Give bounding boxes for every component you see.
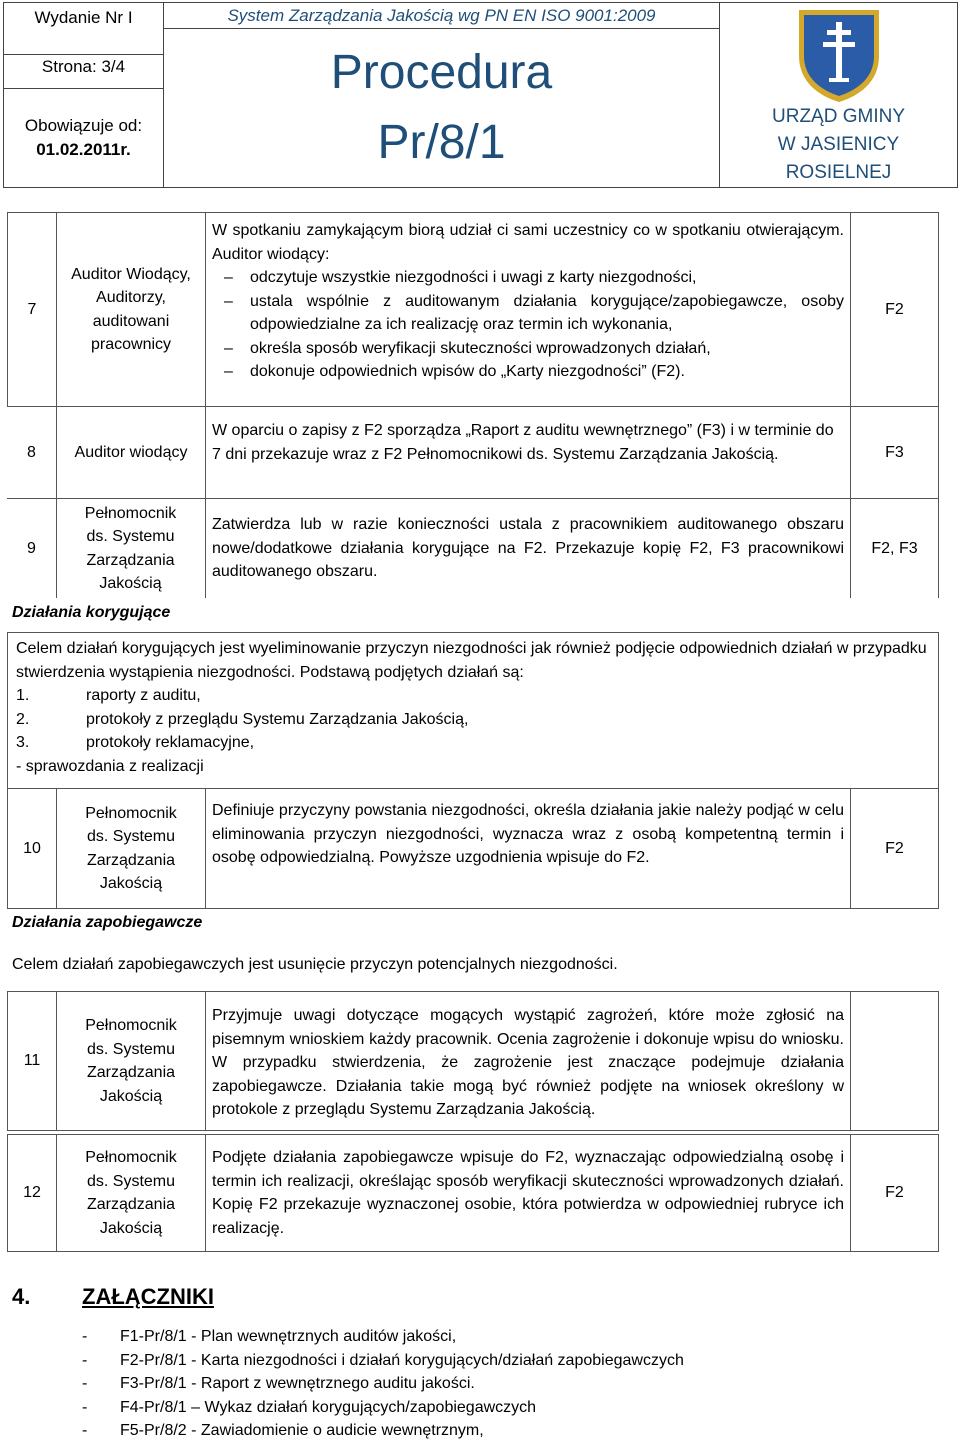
corrective-heading: Działania korygujące [12,604,171,621]
office-line-2: W JASIENICY [777,134,900,155]
row-8-desc: W oparciu o zapisy z F2 sporządza „Raport z auditu wewnętrznego” (F3) i w terminie do 7 dni przekazuje wraz z F2 Pełnomocnikowi ds. Systemu Zarządzania Jakością. [205,406,851,499]
valid-from-date: 01.02.2011r. [36,140,131,159]
row-12-num: 12 [7,1134,57,1252]
attachments-title: ZAŁĄCZNIKI [82,1284,214,1309]
row-11-num: 11 [7,991,57,1131]
corrective-intro: Celem działań korygujących jest wyeliminowanie przyczyn niezgodności jak również podjęcie odpowiednich działań w przypadku stwierdzenia wystąpienia niezgodności. Podstawą podjętych działań są: [16,640,927,681]
attachment-item: - F4-Pr/8/1 – Wykaz działań korygujących/zapobiegawczych [82,1398,537,1416]
row-8-num: 8 [7,406,57,499]
row-7-bullet: – odczytuje wszystkie niezgodności i uwagi z karty niezgodności, [224,266,844,290]
row-11-ref [850,991,939,1131]
procedure-code: Pr/8/1 [377,116,506,169]
row-8-ref: F3 [850,406,939,499]
header-left-divider [3,88,164,89]
row-12-desc: Podjęte działania zapobiegawcze wpisuje do F2, wyznaczając odpowiedzialną osobę i termin ich realizacji, określając sposób weryfikacji skuteczności wprowadzonych działań. Kopię F2 przekazuje wyznaczonej osobie, która potwierdza w odpowiedniej rubryce ich realizację. [205,1134,851,1252]
row-9-num: 9 [7,498,57,598]
attachment-item: - F3-Pr/8/1 - Raport z wewnętrznego auditu jakości. [82,1375,475,1392]
corrective-list-item: 2. protokoły z przeglądu Systemu Zarządzania Jakością, [16,710,469,728]
corrective-block [7,632,939,789]
row-9-desc: Zatwierdza lub w razie konieczności ustala z pracownikiem auditowanego obszaru nowe/dodatkowe działania korygujące na F2. Przekazuje kopię F2, F3 pracownikowi auditowanego obszaru. [205,498,851,598]
office-line-1: URZĄD GMINY [772,106,905,127]
row-7-ref: F2 [850,212,939,407]
attachment-item: - F1-Pr/8/1 - Plan wewnętrznych auditów jakości, [82,1328,457,1345]
row-10-who: Pełnomocnik ds. Systemu Zarządzania Jakością [56,788,206,909]
row-7-bullet: – ustala wspólnie z auditowanym działania korygujące/zapobiegawcze, osoby odpowiedzialne za ich realizację oraz termin ich wykonania, [224,290,844,337]
row-12-ref: F2 [850,1134,939,1252]
row-10-ref: F2 [850,788,939,909]
procedure-label: Procedura [330,46,553,99]
edition: Wydanie Nr I [34,8,133,27]
row-7-bullet: – określa sposób weryfikacji skuteczności wprowadzonych działań, [224,337,844,361]
row-9-ref: F2, F3 [850,498,939,598]
office-line-3: ROSIELNEJ [785,162,892,183]
row-10-num: 10 [7,788,57,909]
attachments-number: 4. [12,1284,31,1309]
attachments-list [82,1325,942,1443]
row-11-desc: Przyjmuje uwagi dotyczące mogących wystąpić zagrożeń, które może zgłosić na pisemnym wnioskiem każdy pracownik. Ocenia zagrożenie i dokonuje wpisu do wniosku. W przypadku stwierdzenia, że zagrożenie jest znaczące podejmuje działania zapobiegawcze. Działania takie mogą być również podjęte na wniosek określony w protokole z przeglądu Systemu Zarządzania Jakością. [205,991,851,1131]
row-7-bullets [212,266,844,384]
row-7-intro: W spotkaniu zamykającym biorą udział ci sami uczestnicy co w spotkaniu otwierającym. Auditor wiodący: [212,222,844,263]
row-12-who: Pełnomocnik ds. Systemu Zarządzania Jakością [56,1134,206,1252]
row-10-desc: Definiuje przyczyny powstania niezgodności, określa działania jakie należy podjąć w celu eliminowania przyczyn niezgodności, wyznacza wraz z osobą kompetentną termin i osobę odpowiedzialną. Powyższe uzgodnienia wpisuje do F2. [205,788,851,909]
row-9-who: Pełnomocnik ds. Systemu Zarządzania Jakością [56,498,206,598]
row-7-who: Auditor Wiodący, Auditorzy, auditowani pracownicy [56,212,206,407]
coat-of-arms-icon [793,4,885,104]
attachment-item: - F2-Pr/8/1 - Karta niezgodności i działań korygujących/działań zapobiegawczych [82,1351,684,1369]
row-7-desc [205,212,851,407]
preventive-heading: Działania zapobiegawcze [12,914,203,931]
attachments-heading [12,1284,214,1310]
corrective-list-item: 1. raporty z auditu, [16,687,201,704]
system-title: System Zarządzania Jakością wg PN EN ISO 9001:2009 [227,6,656,25]
page-number: Strona: 3/4 [41,57,126,76]
row-7-num: 7 [7,212,57,407]
row-7-bullet: – dokonuje odpowiednich wpisów do „Karty niezgodności” (F2). [224,360,844,384]
row-11-who: Pełnomocnik ds. Systemu Zarządzania Jakością [56,991,206,1131]
corrective-extra: - sprawozdania z realizacji [16,757,204,775]
row-8-who: Auditor wiodący [74,443,188,461]
corrective-list-item: 3. protokoły reklamacyjne, [16,734,255,751]
attachment-item: - F5-Pr/8/2 - Zawiadomienie o audicie wewnętrznym, [82,1422,484,1439]
valid-from-label: Obowiązuje od: [24,116,143,135]
preventive-intro: Celem działań zapobiegawczych jest usunięcie przyczyn potencjalnych niezgodności. [12,956,618,973]
corrective-list [16,684,930,755]
